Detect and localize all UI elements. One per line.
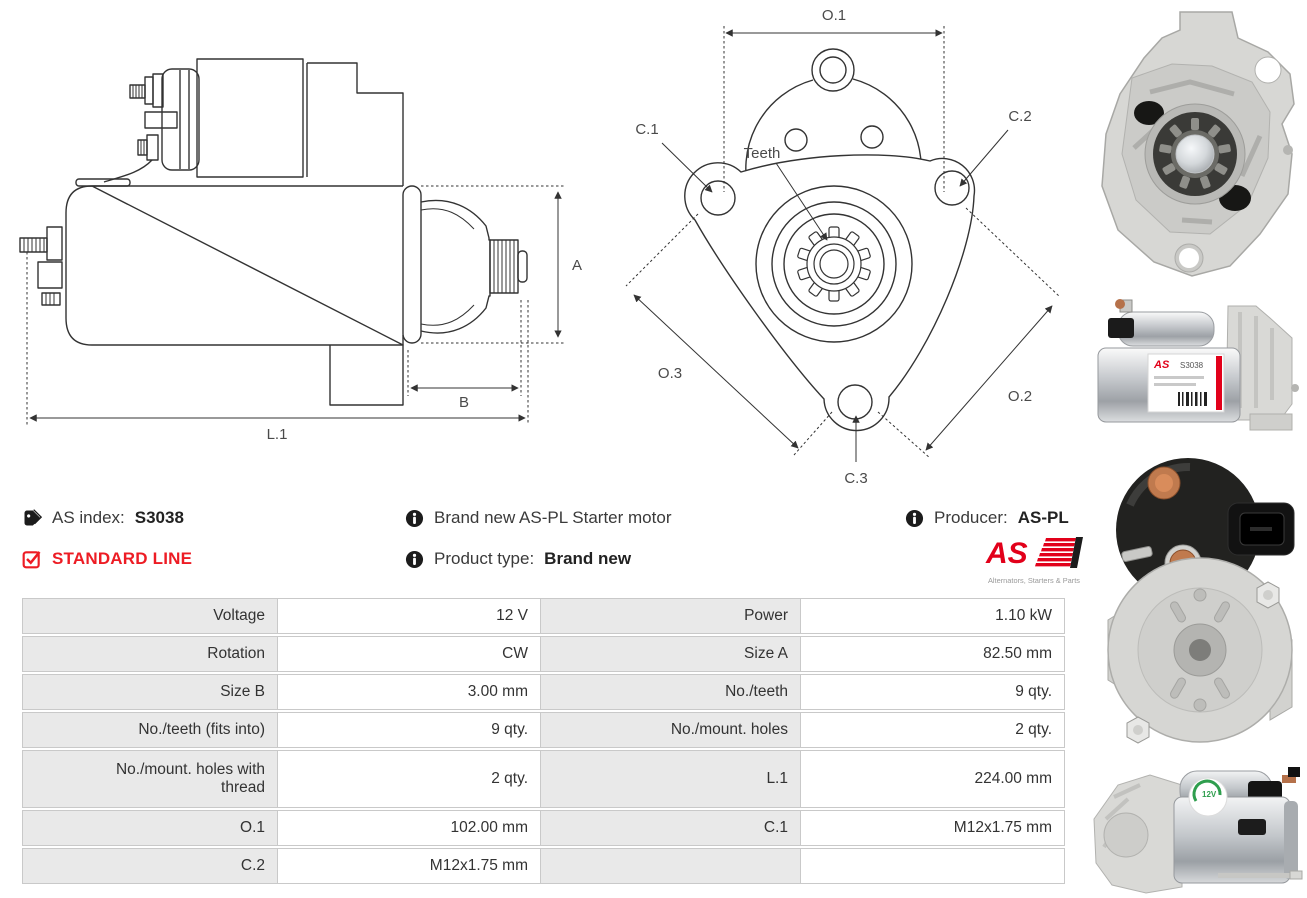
product-type-label: Product type:	[434, 549, 535, 568]
checkbox-checked-icon	[22, 549, 42, 569]
info-icon	[405, 550, 424, 569]
table-row	[22, 750, 1066, 808]
spec-label: Rotation	[22, 636, 278, 672]
product-photo-angle	[1088, 757, 1303, 895]
as-index-value: S3038	[134, 508, 184, 527]
tag-icon	[22, 508, 42, 528]
product-photo-rear	[1100, 445, 1300, 750]
standard-line-row	[22, 549, 192, 569]
spec-value: 102.00 mm	[277, 810, 541, 846]
spec-label: No./mount. holes with thread	[22, 750, 278, 808]
dim-label-o2: O.2	[1007, 388, 1033, 405]
info-icon	[905, 509, 924, 528]
hex-bolt-2	[1257, 582, 1279, 608]
teeth-label: Teeth	[743, 145, 781, 162]
product-photo-drive-end	[1092, 8, 1302, 286]
spec-value: 2 qty.	[800, 712, 1065, 748]
dim-label-c1: C.1	[635, 121, 659, 138]
table-row	[22, 712, 1066, 748]
spec-label: C.2	[22, 848, 278, 884]
table-row	[22, 848, 1066, 884]
aspl-logo-mark	[984, 536, 1084, 570]
aspl-logo-tagline: Alternators, Starters & Parts	[987, 576, 1080, 585]
spec-label: O.1	[22, 810, 278, 846]
front-view-technical-drawing	[600, 0, 1085, 500]
motor-cylinder-angle	[1174, 797, 1290, 883]
producer-value: AS-PL	[1017, 508, 1069, 527]
side-view-technical-drawing	[0, 0, 590, 460]
spec-value: M12x1.75 mm	[800, 810, 1065, 846]
table-row	[22, 810, 1066, 846]
dim-label-o1: O.1	[821, 7, 847, 24]
spec-label: No./teeth (fits into)	[22, 712, 278, 748]
dim-line-O2	[926, 306, 1052, 450]
svg-text:12V: 12V	[1202, 790, 1217, 799]
spec-value: 2 qty.	[277, 750, 541, 808]
spec-value: 82.50 mm	[800, 636, 1065, 672]
spec-label: Size A	[540, 636, 801, 672]
description-text: Brand new AS-PL Starter motor	[434, 508, 672, 527]
info-icon	[405, 509, 424, 528]
product-photo-side	[1090, 288, 1304, 438]
spec-value: 9 qty.	[800, 674, 1065, 710]
dim-label-a: A	[572, 257, 583, 274]
table-row	[22, 674, 1066, 710]
aspl-logo	[984, 536, 1084, 585]
spec-label: Size B	[22, 674, 278, 710]
arch-top-hole	[820, 57, 846, 83]
standard-line-label: STANDARD LINE	[52, 549, 193, 568]
spec-value: 3.00 mm	[277, 674, 541, 710]
drive-end-bell	[421, 200, 490, 333]
aspl-logo-slash	[1070, 537, 1083, 568]
dim-label-l1: L.1	[266, 426, 288, 443]
spec-value: 224.00 mm	[800, 750, 1065, 808]
leader-c2	[960, 130, 1008, 186]
description-row	[405, 508, 671, 528]
as-index-row	[22, 508, 184, 528]
spec-value: 12 V	[277, 598, 541, 634]
producer-row	[905, 508, 1069, 528]
dim-label-o3: O.3	[657, 365, 683, 382]
spec-table	[22, 598, 1066, 886]
dim-label-c2: C.2	[1008, 108, 1032, 125]
spec-label: C.1	[540, 810, 801, 846]
product-type-value: Brand new	[544, 549, 632, 568]
spec-label: L.1	[540, 750, 801, 808]
spec-value: CW	[277, 636, 541, 672]
spec-value: M12x1.75 mm	[277, 848, 541, 884]
spec-label: No./mount. holes	[540, 712, 801, 748]
spec-value	[800, 848, 1065, 884]
product-type-row	[405, 549, 631, 569]
producer-label: Producer:	[934, 508, 1008, 527]
motor-body	[66, 186, 403, 345]
spec-value: 1.10 kW	[800, 598, 1065, 634]
spec-label: Power	[540, 598, 801, 634]
as-index-label: AS index:	[52, 508, 125, 527]
connector-black	[1108, 318, 1134, 338]
hex-bolt-1	[1127, 717, 1149, 743]
spec-value: 9 qty.	[277, 712, 541, 748]
svg-text:AS: AS	[1154, 359, 1170, 371]
dim-label-c3: C.3	[844, 470, 868, 487]
spec-label	[540, 848, 801, 884]
dim-label-b: B	[458, 394, 470, 411]
spec-label: Voltage	[22, 598, 278, 634]
spec-label: No./teeth	[540, 674, 801, 710]
copper-terminal	[1115, 299, 1125, 309]
table-row	[22, 636, 1066, 672]
label-code: S3038	[1180, 361, 1204, 370]
solenoid-body	[197, 59, 303, 177]
table-row	[22, 598, 1066, 634]
drive-end-collar	[403, 186, 421, 343]
aspl-logo-text: AS	[986, 537, 1028, 570]
